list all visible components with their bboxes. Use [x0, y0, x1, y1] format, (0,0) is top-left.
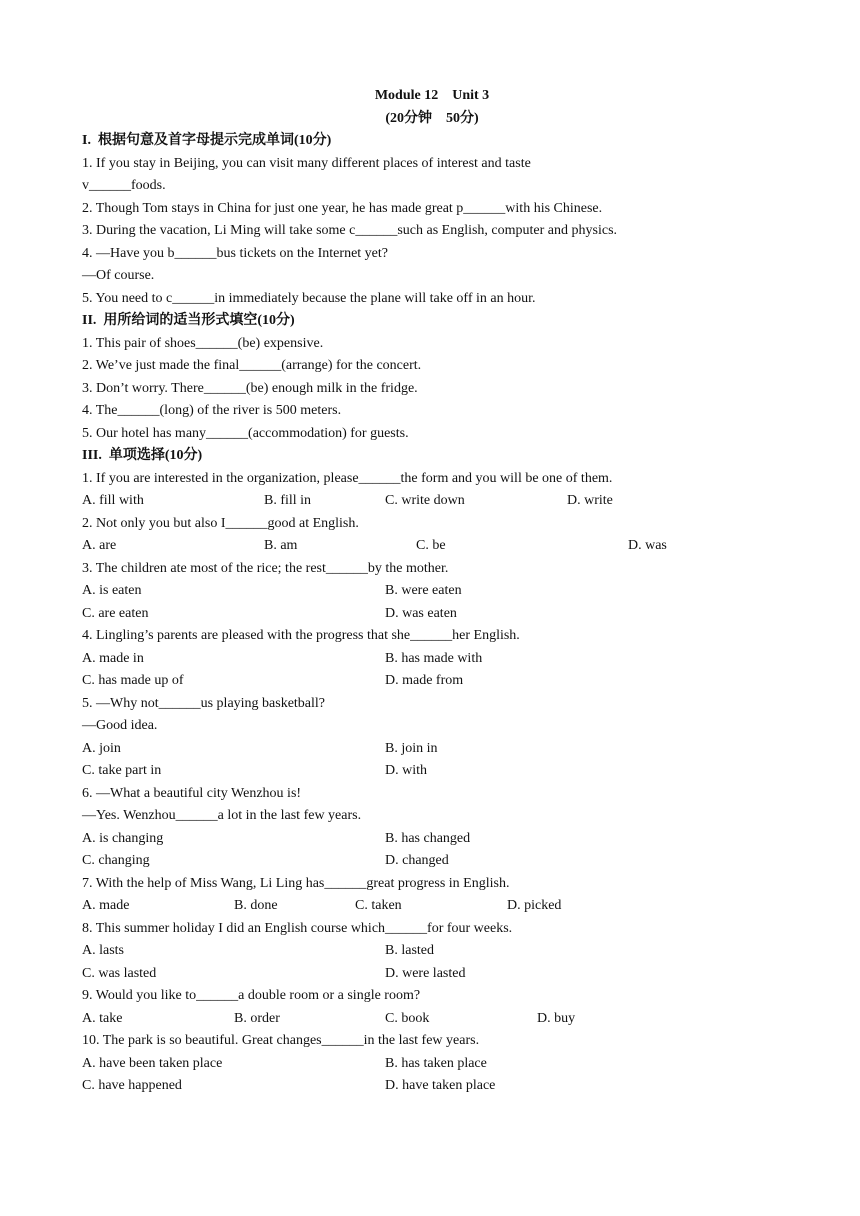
option-b: B. has taken place [385, 1055, 487, 1071]
option-d: D. picked [507, 898, 562, 913]
question-stem: 7. With the help of Miss Wang, Li Ling has______great progress in English. [82, 875, 510, 891]
question-line: 5. Our hotel has many______(accommodation) for guests. [82, 425, 409, 441]
option-row [82, 580, 782, 603]
option-a: A. fill with [82, 493, 144, 508]
question-stem: 8. This summer holiday I did an English course which______for four weeks. [82, 920, 513, 936]
option-row [82, 850, 782, 873]
option-row [82, 738, 782, 761]
question-line: 2. Though Tom stays in China for just one year, he has made great p______with his Chinese. [82, 200, 603, 216]
question-line: 2. We’ve just made the final______(arrange) for the concert. [82, 358, 422, 373]
option-row [82, 963, 782, 986]
option-c: C. was lasted [82, 965, 157, 981]
option-c: C. have happened [82, 1078, 182, 1093]
option-row [82, 1053, 782, 1076]
option-a: A. is changing [82, 830, 164, 846]
option-c: C. are eaten [82, 605, 149, 621]
option-c: C. taken [355, 898, 402, 913]
question-stem-reply: —Yes. Wenzhou______a lot in the last few years. [82, 808, 362, 823]
option-d: D. write [567, 493, 613, 508]
option-a: A. join [82, 740, 121, 756]
question-stem: 10. The park is so beautiful. Great changes______in the last few years. [82, 1033, 480, 1048]
option-b: B. has made with [385, 650, 483, 666]
option-b: B. order [234, 1010, 280, 1026]
option-c: C. take part in [82, 763, 162, 778]
option-row [82, 648, 782, 671]
option-row [82, 670, 782, 693]
option-a: A. lasts [82, 943, 124, 958]
option-row [82, 760, 782, 783]
option-a: A. have been taken place [82, 1055, 223, 1071]
question-line: 1. If you stay in Beijing, you can visit many different places of interest and taste [82, 155, 531, 171]
page-subtitle: (20分钟 50分) [385, 110, 479, 126]
question-stem: 5. —Why not______us playing basketball? [82, 695, 326, 711]
option-b: B. fill in [264, 493, 312, 508]
option-d: D. with [385, 763, 427, 778]
option-c: C. has made up of [82, 673, 184, 688]
question-stem: 1. If you are interested in the organization, please______the form and you will be one of them. [82, 470, 613, 486]
question-stem-reply: —Good idea. [82, 718, 158, 733]
option-d: D. made from [385, 673, 464, 688]
question-stem: 3. The children ate most of the rice; the rest______by the mother. [82, 560, 449, 576]
question-line: 4. —Have you b______bus tickets on the Internet yet? [82, 245, 388, 261]
question-line: —Of course. [82, 268, 155, 283]
option-b: B. done [234, 898, 278, 913]
question-line: 3. During the vacation, Li Ming will take some c______such as English, computer and physics. [82, 223, 618, 238]
option-c: C. book [385, 1010, 430, 1026]
option-c: C. write down [385, 493, 465, 508]
worksheet-page [82, 85, 782, 1098]
option-row [82, 940, 782, 963]
question-stem: 4. Lingling’s parents are pleased with the progress that she______her English. [82, 628, 520, 643]
question-stem: 6. —What a beautiful city Wenzhou is! [82, 785, 302, 801]
question-stem: 9. Would you like to______a double room or a single room? [82, 988, 421, 1003]
question-stem: 2. Not only you but also I______good at English. [82, 515, 359, 531]
option-b: B. am [264, 538, 298, 553]
option-row [82, 490, 782, 513]
option-a: A. made [82, 898, 130, 913]
option-d: D. was [628, 538, 667, 553]
option-a: A. take [82, 1010, 123, 1026]
option-c: C. be [416, 538, 446, 553]
question-line: 5. You need to c______in immediately because the plane will take off in an hour. [82, 290, 536, 306]
section-heading: III. 单项选择(10分) [82, 448, 203, 463]
question-line: 1. This pair of shoes______(be) expensive. [82, 335, 324, 351]
section-heading: I. 根据句意及首字母提示完成单词(10分) [82, 133, 332, 148]
question-line: 4. The______(long) of the river is 500 meters. [82, 403, 342, 418]
option-a: A. are [82, 538, 117, 553]
option-b: B. were eaten [385, 583, 462, 598]
option-d: D. buy [537, 1010, 576, 1026]
option-d: D. have taken place [385, 1078, 496, 1093]
page-title: Module 12 Unit 3 [374, 88, 490, 103]
option-d: D. were lasted [385, 965, 466, 981]
option-b: B. lasted [385, 943, 434, 958]
option-d: D. was eaten [385, 605, 457, 621]
option-row [82, 1008, 782, 1031]
section-heading: II. 用所给词的适当形式填空(10分) [82, 313, 295, 328]
option-b: B. has changed [385, 830, 471, 846]
question-line: 3. Don’t worry. There______(be) enough milk in the fridge. [82, 380, 418, 396]
option-row [82, 603, 782, 626]
option-row [82, 828, 782, 851]
option-row [82, 895, 782, 918]
option-row [82, 535, 782, 558]
option-row [82, 1075, 782, 1098]
option-b: B. join in [385, 740, 438, 756]
option-a: A. is eaten [82, 583, 142, 598]
option-a: A. made in [82, 650, 144, 666]
option-d: D. changed [385, 853, 449, 868]
option-c: C. changing [82, 853, 150, 868]
question-line: v______foods. [82, 178, 166, 193]
